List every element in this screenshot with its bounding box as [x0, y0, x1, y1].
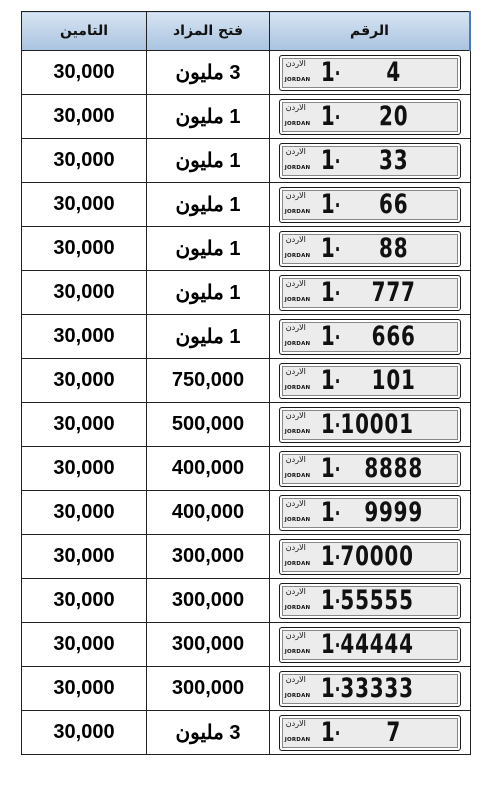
plate-country-english: JORDAN: [284, 76, 311, 83]
license-plate: [279, 231, 461, 267]
insurance-cell: [22, 623, 147, 667]
number-cell: [270, 667, 471, 711]
insurance-cell: [22, 139, 147, 183]
insurance-cell: [22, 183, 147, 227]
insurance-cell: [22, 403, 147, 447]
insurance-cell: [22, 535, 147, 579]
plate-country-english: JORDAN: [284, 736, 311, 743]
plate-country-english: JORDAN: [284, 296, 311, 303]
number-cell: [270, 51, 471, 95]
table-row: [22, 491, 471, 535]
license-plate: [279, 495, 461, 531]
table-row: [22, 711, 471, 755]
auction-start-cell: [147, 315, 270, 359]
license-plate: [279, 143, 461, 179]
insurance-cell: [22, 315, 147, 359]
plate-country-arabic: الاردن: [285, 190, 306, 200]
number-cell: [270, 183, 471, 227]
plate-number: 55555: [340, 585, 414, 616]
auction-start-cell: [147, 403, 270, 447]
auction-start-value: 3 مليون: [175, 62, 241, 84]
insurance-cell: [22, 711, 147, 755]
table-row: [22, 271, 471, 315]
insurance-value: 30,000: [53, 721, 115, 743]
license-plate: [279, 319, 461, 355]
plate-country-english: JORDAN: [284, 516, 311, 523]
table-row: [22, 579, 471, 623]
plate-number-group: [316, 276, 431, 310]
plate-number: 8888: [364, 453, 423, 484]
plate-separator-dot: ·: [334, 324, 341, 349]
insurance-value: 30,000: [53, 413, 115, 435]
plate-country-english: JORDAN: [284, 560, 311, 567]
plate-number-group: [316, 540, 431, 574]
plate-number: 777: [371, 277, 416, 308]
plate-code: 1: [320, 585, 335, 616]
plate-number-group: [316, 408, 431, 442]
plate-country-arabic: الاردن: [285, 322, 306, 332]
header-row: [22, 12, 471, 51]
auction-start-value: 1 مليون: [175, 106, 241, 128]
plate-code: 1: [320, 409, 335, 440]
plate-number: 20: [378, 101, 409, 132]
table-row: [22, 95, 471, 139]
plate-country-english: JORDAN: [284, 384, 311, 391]
auction-start-cell: [147, 139, 270, 183]
plate-country-arabic: الاردن: [285, 586, 306, 596]
plate-country-english: JORDAN: [284, 120, 311, 127]
plate-number-group: [316, 628, 431, 662]
plate-country-arabic: الاردن: [285, 674, 306, 684]
insurance-cell: [22, 359, 147, 403]
auction-start-value: 300,000: [171, 545, 245, 567]
auction-start-cell: [147, 95, 270, 139]
plate-number: 33: [378, 145, 409, 176]
plate-country-arabic: الاردن: [285, 630, 306, 640]
plate-number: 9999: [364, 497, 423, 528]
auction-start-value: 1 مليون: [175, 326, 241, 348]
auction-start-value: 400,000: [171, 457, 245, 479]
plate-country-arabic: الاردن: [285, 278, 306, 288]
plate-separator-dot: ·: [334, 104, 341, 129]
plate-number-group: [316, 188, 431, 222]
plate-country-english: JORDAN: [284, 252, 311, 259]
plate-code: 1: [320, 717, 335, 748]
plate-country-english: JORDAN: [284, 472, 311, 479]
auction-start-cell: [147, 183, 270, 227]
number-cell: [270, 403, 471, 447]
plate-separator-dot: ·: [334, 412, 341, 437]
plate-code: 1: [320, 365, 335, 396]
number-cell: [270, 359, 471, 403]
insurance-cell: [22, 447, 147, 491]
insurance-cell: [22, 579, 147, 623]
plate-number-group: [316, 56, 431, 90]
plate-code: 1: [320, 673, 335, 704]
plate-country-arabic: الاردن: [285, 718, 306, 728]
number-cell: [270, 579, 471, 623]
auction-start-cell: [147, 579, 270, 623]
insurance-cell: [22, 95, 147, 139]
plate-code: 1: [320, 189, 335, 220]
table-row: [22, 227, 471, 271]
plate-separator-dot: ·: [334, 500, 341, 525]
insurance-value: 30,000: [53, 105, 115, 127]
plate-number-group: [316, 452, 431, 486]
plate-country-arabic: الاردن: [285, 102, 306, 112]
plate-number: 666: [371, 321, 416, 352]
auction-start-value: 300,000: [171, 589, 245, 611]
plate-country-english: JORDAN: [284, 692, 311, 699]
plate-country-arabic: الاردن: [285, 454, 306, 464]
plate-country-english: JORDAN: [284, 340, 311, 347]
license-plate: [279, 55, 461, 91]
plate-number-group: [316, 100, 431, 134]
auction-start-cell: [147, 227, 270, 271]
license-plate: [279, 627, 461, 663]
auction-start-value: 300,000: [171, 633, 245, 655]
plate-country-english: JORDAN: [284, 164, 311, 171]
table-row: [22, 359, 471, 403]
plate-country-english: JORDAN: [284, 208, 311, 215]
license-plate: [279, 715, 461, 751]
plate-code: 1: [320, 233, 335, 264]
plate-country-arabic: الاردن: [285, 58, 306, 68]
number-cell: [270, 271, 471, 315]
insurance-cell: [22, 271, 147, 315]
license-plate: [279, 671, 461, 707]
insurance-value: 30,000: [53, 281, 115, 303]
plate-code: 1: [320, 277, 335, 308]
plate-country-arabic: الاردن: [285, 146, 306, 156]
license-plate: [279, 275, 461, 311]
plate-number: 66: [378, 189, 409, 220]
plate-separator-dot: ·: [334, 588, 341, 613]
table-row: [22, 403, 471, 447]
plate-separator-dot: ·: [334, 676, 341, 701]
plate-code: 1: [320, 541, 335, 572]
plate-country-arabic: الاردن: [285, 498, 306, 508]
number-column-header: الرقم: [270, 12, 471, 51]
table-row: [22, 623, 471, 667]
number-cell: [270, 491, 471, 535]
auction-start-value: 1 مليون: [175, 238, 241, 260]
auction-start-cell: [147, 447, 270, 491]
auction-start-cell: [147, 491, 270, 535]
plate-number: 7: [386, 717, 401, 748]
plate-country-arabic: الاردن: [285, 366, 306, 376]
plate-separator-dot: ·: [334, 192, 341, 217]
license-plate: [279, 407, 461, 443]
plate-separator-dot: ·: [334, 544, 341, 569]
plate-country-english: JORDAN: [284, 604, 311, 611]
plate-code: 1: [320, 497, 335, 528]
auction-start-cell: [147, 359, 270, 403]
insurance-value: 30,000: [53, 237, 115, 259]
insurance-value: 30,000: [53, 545, 115, 567]
auction-start-value: 1 مليون: [175, 150, 241, 172]
plate-separator-dot: ·: [334, 280, 341, 305]
plate-number-group: [316, 716, 431, 750]
insurance-value: 30,000: [53, 193, 115, 215]
plate-separator-dot: ·: [334, 456, 341, 481]
plate-number: 101: [371, 365, 416, 396]
insurance-value: 30,000: [53, 457, 115, 479]
license-plate: [279, 99, 461, 135]
auction-start-value: 3 مليون: [175, 722, 241, 744]
plate-number-group: [316, 496, 431, 530]
plate-separator-dot: ·: [334, 368, 341, 393]
table-row: [22, 183, 471, 227]
insurance-column-header: التامين: [22, 12, 147, 51]
auction-start-value: 1 مليون: [175, 194, 241, 216]
table-body: [22, 51, 471, 755]
table-row: [22, 51, 471, 95]
plate-number-group: [316, 144, 431, 178]
plate-separator-dot: ·: [334, 720, 341, 745]
auction-start-column-header: فتح المزاد: [147, 12, 270, 51]
insurance-value: 30,000: [53, 501, 115, 523]
table-row: [22, 535, 471, 579]
auction-start-cell: [147, 667, 270, 711]
number-cell: [270, 139, 471, 183]
plate-country-arabic: الاردن: [285, 542, 306, 552]
auction-start-cell: [147, 271, 270, 315]
number-cell: [270, 711, 471, 755]
plates-auction-table: [21, 11, 471, 755]
insurance-value: 30,000: [53, 61, 115, 83]
insurance-cell: [22, 51, 147, 95]
plate-separator-dot: ·: [334, 148, 341, 173]
table-row: [22, 667, 471, 711]
license-plate: [279, 583, 461, 619]
plate-number-group: [316, 584, 431, 618]
table-row: [22, 447, 471, 491]
plate-separator-dot: ·: [334, 60, 341, 85]
license-plate: [279, 363, 461, 399]
insurance-value: 30,000: [53, 589, 115, 611]
auction-start-cell: [147, 623, 270, 667]
plate-number-group: [316, 320, 431, 354]
insurance-cell: [22, 491, 147, 535]
auction-start-value: 500,000: [171, 413, 245, 435]
number-cell: [270, 227, 471, 271]
plate-code: 1: [320, 145, 335, 176]
auction-start-value: 400,000: [171, 501, 245, 523]
license-plate: [279, 451, 461, 487]
plate-number-group: [316, 672, 431, 706]
plate-number: 44444: [340, 629, 414, 660]
insurance-cell: [22, 227, 147, 271]
plate-code: 1: [320, 57, 335, 88]
insurance-value: 30,000: [53, 633, 115, 655]
plate-code: 1: [320, 629, 335, 660]
license-plate: [279, 187, 461, 223]
number-cell: [270, 447, 471, 491]
plate-number: 70000: [340, 541, 414, 572]
number-cell: [270, 315, 471, 359]
plate-code: 1: [320, 453, 335, 484]
plate-country-english: JORDAN: [284, 428, 311, 435]
plate-country-arabic: الاردن: [285, 410, 306, 420]
plate-country-english: JORDAN: [284, 648, 311, 655]
table-row: [22, 315, 471, 359]
plate-number: 4: [386, 57, 401, 88]
auction-start-cell: [147, 711, 270, 755]
insurance-value: 30,000: [53, 677, 115, 699]
plate-number: 10001: [340, 409, 414, 440]
number-cell: [270, 535, 471, 579]
plate-number: 88: [378, 233, 409, 264]
plate-country-arabic: الاردن: [285, 234, 306, 244]
license-plate: [279, 539, 461, 575]
plate-number-group: [316, 364, 431, 398]
auction-start-value: 1 مليون: [175, 282, 241, 304]
insurance-value: 30,000: [53, 325, 115, 347]
plate-number: 33333: [340, 673, 414, 704]
table-row: [22, 139, 471, 183]
plate-code: 1: [320, 101, 335, 132]
auction-start-value: 300,000: [171, 677, 245, 699]
plate-separator-dot: ·: [334, 236, 341, 261]
insurance-value: 30,000: [53, 149, 115, 171]
auction-start-value: 750,000: [171, 369, 245, 391]
insurance-value: 30,000: [53, 369, 115, 391]
auction-start-cell: [147, 51, 270, 95]
plate-code: 1: [320, 321, 335, 352]
plate-separator-dot: ·: [334, 632, 341, 657]
plate-number-group: [316, 232, 431, 266]
number-cell: [270, 95, 471, 139]
insurance-cell: [22, 667, 147, 711]
auction-start-cell: [147, 535, 270, 579]
number-cell: [270, 623, 471, 667]
